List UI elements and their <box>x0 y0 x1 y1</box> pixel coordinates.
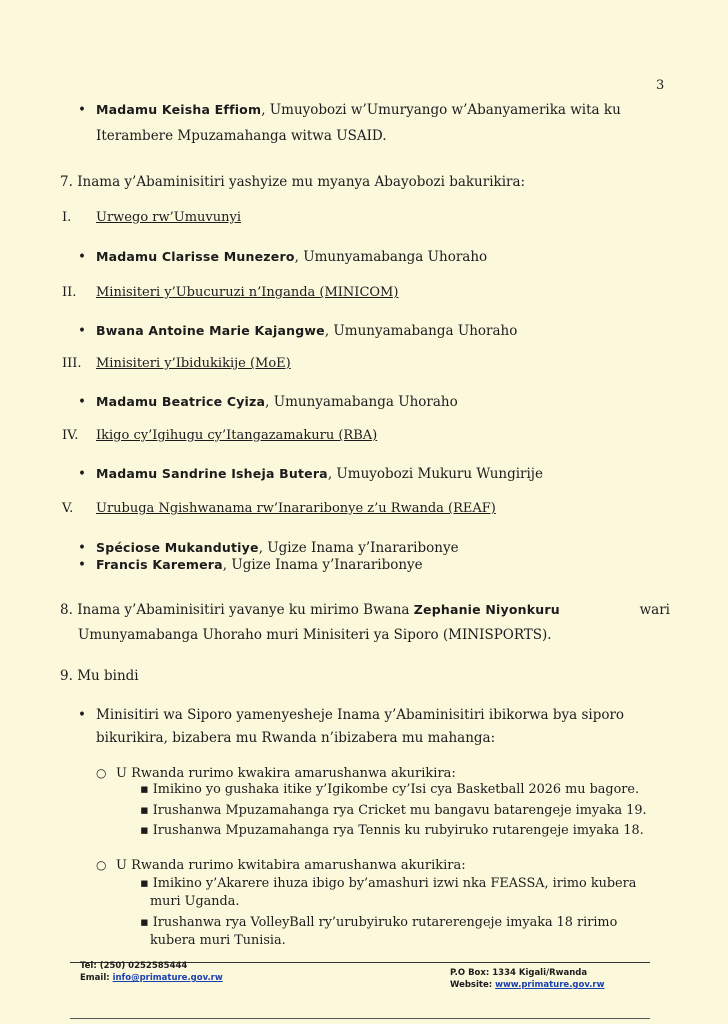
person-role: , Umuyobozi Mukuru Wungirije <box>327 466 543 482</box>
section-numeral: II. <box>62 285 77 300</box>
bullet-icon: • <box>78 394 86 410</box>
person-name: Bwana Antoine Marie Kajangwe <box>96 323 325 338</box>
person-name: Francis Karemera <box>96 557 223 572</box>
appointee-item <box>78 394 458 410</box>
item-9 <box>60 664 139 688</box>
person-name: Madamu Keisha Effiom <box>96 102 262 117</box>
item-text: Inama y’Abaminisitiri yashyize mu myanya Abayobozi bakurikira: <box>77 174 526 190</box>
section-numeral: I. <box>62 210 72 225</box>
list-item-text: Imikino y’Akarere ihuza ibigo by’amashuri izwi nka FEASSA, irimo kubera <box>152 876 637 891</box>
footer-tel: Tel: (250) 0252585444 <box>80 961 188 971</box>
footer-email-row <box>80 972 223 984</box>
item-8 <box>60 598 670 622</box>
bullet-text: Minisitiri wa Siporo yamenyesheje Inama y’Abaminisitiri ibikorwa bya siporo <box>96 707 625 723</box>
page-number: 3 <box>656 78 665 93</box>
list-item-text: Irushanwa Mpuzamahanga rya Cricket mu bangavu batarengeje imyaka 19. <box>152 803 647 818</box>
person-role: , Umunyamabanga Uhoraho <box>265 394 458 410</box>
usaid-desc-line2: Iterambere Mpuzamahanga witwa USAID. <box>96 128 387 144</box>
group-heading-text: U Rwanda rurimo kwitabira amarushanwa akurikira: <box>116 858 466 873</box>
list-item: ▪ Imikino y’Akarere ihuza ibigo by’amashuri izwi nka FEASSA, irimo kubera <box>140 876 637 891</box>
footer-right <box>450 967 604 991</box>
person-role: , Umunyamabanga Uhoraho <box>294 249 488 265</box>
item-text: Inama y’Abaminisitiri yavanye ku mirimo Bwana <box>77 602 410 618</box>
footer-email-label: Email: <box>80 973 113 983</box>
person-name: Spéciose Mukandutiye <box>96 540 259 555</box>
list-item: ▪ Imikino yo gushaka itike y’Igikombe cy’Isi cya Basketball 2026 mu bagore. <box>140 782 640 797</box>
item-text-after: wari <box>639 602 670 618</box>
footer-website-row <box>450 979 604 991</box>
item-8-line2: Umunyamabanga Uhoraho muri Minisiteri ya Siporo (MINISPORTS). <box>78 627 552 643</box>
bullet-icon: • <box>78 557 86 573</box>
appointee-item <box>78 540 459 556</box>
group-heading <box>96 766 456 781</box>
item-number: 9. <box>60 668 73 684</box>
appointee-item <box>78 557 423 573</box>
item-number: 8. <box>60 602 73 618</box>
section-heading <box>62 210 241 225</box>
item-9-bullet-line2: bikurikira, bizabera mu Rwanda n’ibizabera mu mahanga: <box>96 730 496 746</box>
website-link[interactable]: www.primature.gov.rw <box>495 980 605 990</box>
item-text: Mu bindi <box>77 668 139 684</box>
person-name: Madamu Clarisse Munezero <box>96 249 295 264</box>
person-name: Madamu Sandrine Isheja Butera <box>96 466 328 481</box>
email-link[interactable]: info@primature.gov.rw <box>112 973 223 983</box>
item-number: 7. <box>60 174 73 190</box>
section-heading <box>62 428 377 443</box>
list-item-text: Imikino yo gushaka itike y’Igikombe cy’Isi cya Basketball 2026 mu bagore. <box>152 782 640 797</box>
section-heading <box>62 356 291 371</box>
list-item-continuation: muri Uganda. <box>150 894 240 909</box>
footer-left <box>80 960 223 984</box>
section-heading <box>62 501 496 516</box>
group-heading <box>96 858 466 873</box>
bullet-icon: • <box>78 707 86 723</box>
bullet-icon: • <box>78 466 86 482</box>
circle-bullet-icon: ○ <box>96 766 107 780</box>
section-title: Urwego rw’Umuvunyi <box>96 210 241 225</box>
person-role: , Umunyamabanga Uhoraho <box>324 323 518 339</box>
list-item: ▪ Irushanwa Mpuzamahanga rya Cricket mu bangavu batarengeje imyaka 19. <box>140 803 647 818</box>
group-heading-text: U Rwanda rurimo kwakira amarushanwa akurikira: <box>116 766 456 781</box>
circle-bullet-icon: ○ <box>96 858 107 872</box>
footer-website-label: Website: <box>450 980 496 990</box>
appointee-item <box>78 249 487 265</box>
bullet-icon: • <box>78 323 86 339</box>
person-name: Madamu Beatrice Cyiza <box>96 394 266 409</box>
section-title: Urubuga Ngishwanama rw’Inararibonye z’u Rwanda (REAF) <box>96 501 496 516</box>
item-9-bullet <box>78 707 624 723</box>
bullet-icon: • <box>78 249 86 265</box>
person-role: , Ugize Inama y’Inararibonye <box>258 540 459 556</box>
bullet-icon: • <box>78 540 86 556</box>
section-title: Ikigo cy’Igihugu cy’Itangazamakuru (RBA) <box>96 428 378 443</box>
section-numeral: IV. <box>62 428 79 443</box>
usaid-bullet <box>78 102 621 118</box>
list-item: ▪ Irushanwa Mpuzamahanga rya Tennis ku rubyiruko rutarengeje imyaka 18. <box>140 823 644 838</box>
list-item-text: Irushanwa Mpuzamahanga rya Tennis ku rubyiruko rutarengeje imyaka 18. <box>152 823 644 838</box>
list-item-text: Irushanwa rya VolleyBall ry’urubyiruko rutarerengeje imyaka 18 ririmo <box>152 915 618 930</box>
appointee-item <box>78 323 517 339</box>
list-item-continuation: kubera muri Tunisia. <box>150 933 286 948</box>
footer-bottom-divider <box>70 1018 650 1019</box>
section-numeral: III. <box>62 356 82 371</box>
person-role: , Ugize Inama y’Inararibonye <box>222 557 423 573</box>
section-heading <box>62 285 398 300</box>
appointee-item <box>78 466 543 482</box>
bullet-icon: • <box>78 102 86 118</box>
person-role: , Umuyobozi w’Umuryango w’Abanyamerika wita ku <box>261 102 621 118</box>
person-name: Zephanie Niyonkuru <box>413 602 560 617</box>
section-title: Minisiteri y’Ibidukikije (MoE) <box>96 356 291 371</box>
section-numeral: V. <box>62 501 74 516</box>
section-title: Minisiteri y’Ubucuruzi n’Inganda (MINICOM) <box>96 285 399 300</box>
list-item: ▪ Irushanwa rya VolleyBall ry’urubyiruko rutarerengeje imyaka 18 ririmo <box>140 915 618 930</box>
footer-pobox: P.O Box: 1334 Kigali/Rwanda <box>450 968 588 978</box>
item-7 <box>60 170 525 194</box>
